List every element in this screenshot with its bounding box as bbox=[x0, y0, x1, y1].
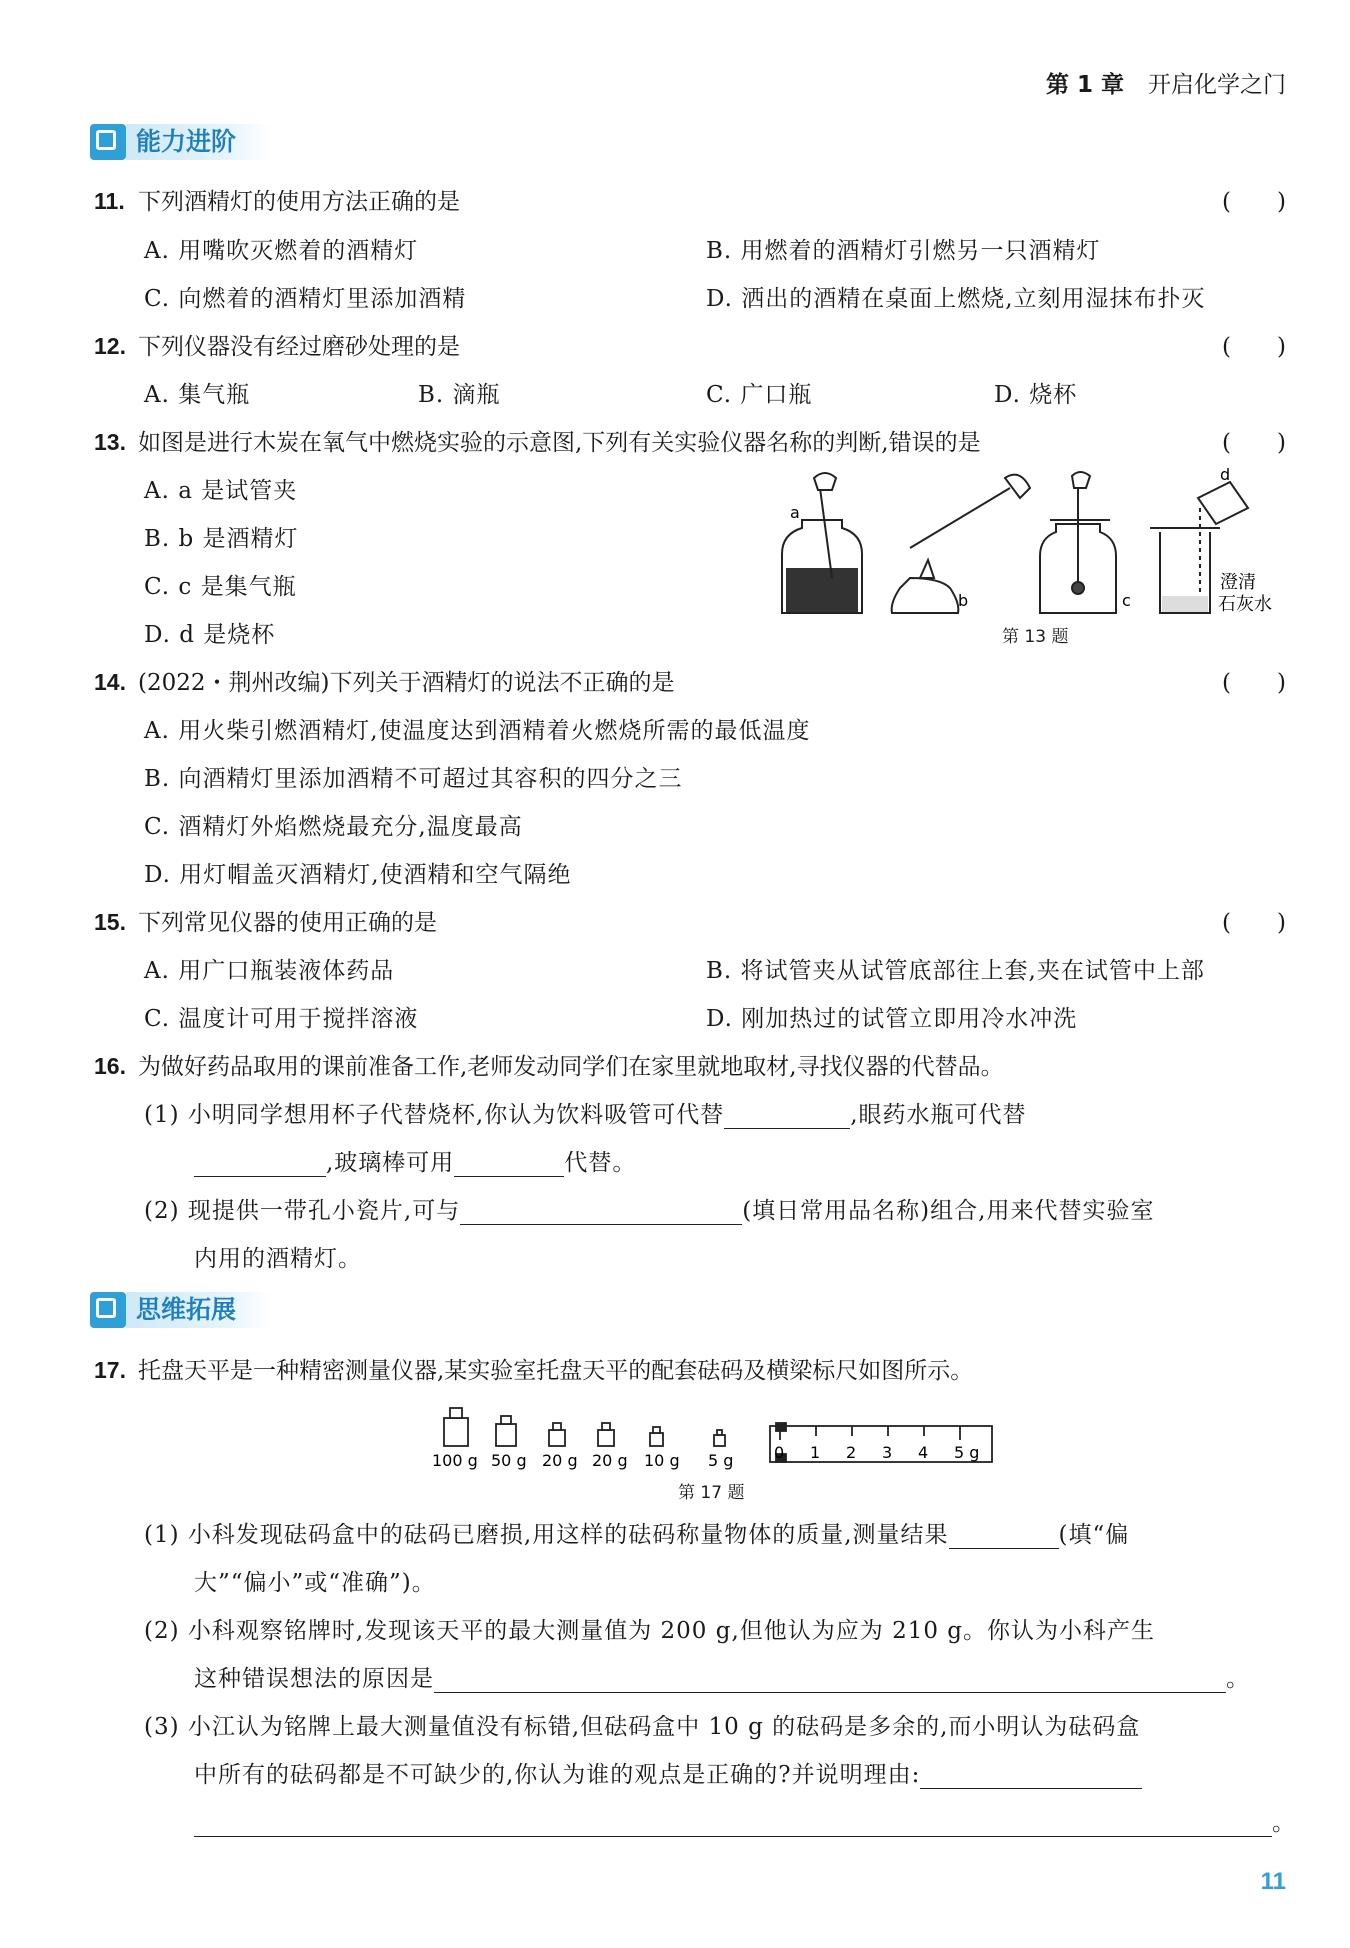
jar-with-charcoal bbox=[782, 473, 862, 613]
label-d: d bbox=[1220, 468, 1231, 484]
question-text: (2022・荆州改编)下列关于酒精灯的说法不正确的是 bbox=[138, 670, 675, 696]
option-d: D. 刚加热过的试管立即用冷水冲洗 bbox=[706, 1006, 1078, 1032]
option-b: B. 用燃着的酒精灯引燃另一只酒精灯 bbox=[706, 238, 1101, 264]
question-text: 为做好药品取用的课前准备工作,老师发动同学们在家里就地取材,寻找仪器的代替品。 bbox=[138, 1054, 1004, 1080]
q16-part-2-cont: 内用的酒精灯。 bbox=[194, 1246, 362, 1272]
text: 。 bbox=[1226, 1666, 1250, 1692]
question-number: 17. bbox=[94, 1357, 126, 1383]
page-number: 11 bbox=[1260, 1868, 1286, 1895]
figure-caption: 第 17 题 bbox=[678, 1483, 745, 1503]
question-number: 12. bbox=[94, 333, 126, 359]
question-number: 13. bbox=[94, 429, 126, 455]
limewater-label-1: 澄清 bbox=[1220, 572, 1256, 593]
option-b: B. 将试管夹从试管底部往上套,夹在试管中上部 bbox=[706, 958, 1205, 984]
text: ,眼药水瓶可代替 bbox=[850, 1102, 1027, 1128]
option-d: D. d 是烧杯 bbox=[144, 622, 276, 648]
weight-label: 50 g bbox=[491, 1451, 527, 1470]
text: 这种错误想法的原因是 bbox=[194, 1666, 434, 1692]
option-c: C. c 是集气瓶 bbox=[144, 574, 297, 600]
answer-blank[interactable] bbox=[194, 1152, 326, 1177]
text: 中所有的砝码都是不可缺少的,你认为谁的观点是正确的?并说明理由: bbox=[194, 1762, 921, 1788]
option-d: D. 烧杯 bbox=[994, 382, 1078, 408]
answer-bracket: ( ) bbox=[1222, 670, 1286, 696]
option-d: D. 洒出的酒精在桌面上燃烧,立刻用湿抹布扑灭 bbox=[706, 286, 1206, 312]
weight-set bbox=[444, 1408, 725, 1446]
chapter-number: 第 1 章 bbox=[1045, 72, 1124, 98]
q16-part-2 bbox=[144, 1192, 1154, 1225]
text: (填日常用品名称)组合,用来代替实验室 bbox=[742, 1198, 1155, 1224]
answer-bracket: ( ) bbox=[1222, 189, 1286, 215]
scale-tick-label: 1 bbox=[810, 1443, 821, 1462]
label-c: c bbox=[1122, 591, 1131, 610]
answer-blank[interactable] bbox=[724, 1104, 850, 1129]
weight-label: 20 g bbox=[592, 1451, 628, 1470]
answer-bracket: ( ) bbox=[1222, 334, 1286, 360]
text: 代替。 bbox=[564, 1150, 637, 1176]
pencil-icon bbox=[90, 124, 126, 160]
option-c: C. 向燃着的酒精灯里添加酒精 bbox=[144, 286, 467, 312]
option-a: A. 用火柴引燃酒精灯,使温度达到酒精着火燃烧所需的最低温度 bbox=[144, 718, 811, 744]
text: (填“偏 bbox=[1058, 1522, 1130, 1548]
question-12 bbox=[94, 328, 460, 361]
q17-part-3-cont bbox=[194, 1756, 1142, 1789]
option-c: C. 广口瓶 bbox=[706, 382, 813, 408]
q17-figure bbox=[426, 1404, 1006, 1470]
q17-part-3-line bbox=[194, 1804, 1296, 1837]
question-number: 16. bbox=[94, 1053, 126, 1079]
scale-tick-label: 2 bbox=[846, 1443, 857, 1462]
question-13 bbox=[94, 424, 981, 457]
text: (1) 小明同学想用杯子代替烧杯,你认为饮料吸管可代替 bbox=[144, 1102, 725, 1128]
question-text: 下列常见仪器的使用正确的是 bbox=[138, 910, 437, 936]
text: ,玻璃棒可用 bbox=[326, 1150, 455, 1176]
question-text: 如图是进行木炭在氧气中燃烧实验的示意图,下列有关实验仪器名称的判断,错误的是 bbox=[138, 430, 981, 456]
section-heading-thinking bbox=[90, 1292, 270, 1328]
weight-label: 100 g bbox=[432, 1451, 478, 1470]
q17-part-1 bbox=[144, 1516, 1129, 1549]
scale-tick-label: 5 g bbox=[954, 1443, 980, 1462]
answer-blank[interactable] bbox=[920, 1764, 1142, 1789]
option-c: C. 温度计可用于搅拌溶液 bbox=[144, 1006, 419, 1032]
weight-label: 10 g bbox=[644, 1451, 680, 1470]
weight-label: 20 g bbox=[542, 1451, 578, 1470]
option-b: B. 滴瓶 bbox=[418, 382, 501, 408]
weight-label: 5 g bbox=[708, 1451, 734, 1470]
answer-blank[interactable] bbox=[949, 1524, 1059, 1549]
option-b: B. 向酒精灯里添加酒精不可超过其容积的四分之三 bbox=[144, 766, 683, 792]
gas-jar-burning bbox=[1040, 472, 1116, 613]
question-17 bbox=[94, 1352, 973, 1385]
answer-bracket: ( ) bbox=[1222, 910, 1286, 936]
question-number: 11. bbox=[94, 188, 125, 214]
limewater-label-2: 石灰水 bbox=[1218, 594, 1272, 615]
text: (1) 小科发现砝码盒中的砝码已磨损,用这样的砝码称量物体的质量,测量结果 bbox=[144, 1522, 949, 1548]
question-number: 14. bbox=[94, 669, 126, 695]
scale-tick-label: 0 bbox=[774, 1443, 785, 1462]
question-text: 托盘天平是一种精密测量仪器,某实验室托盘天平的配套砝码及横梁标尺如图所示。 bbox=[138, 1358, 974, 1384]
expand-icon bbox=[90, 1292, 126, 1328]
answer-bracket: ( ) bbox=[1222, 430, 1286, 456]
option-a: A. 集气瓶 bbox=[144, 382, 251, 408]
scale-tick-label: 4 bbox=[918, 1443, 929, 1462]
option-a: A. 用嘴吹灭燃着的酒精灯 bbox=[144, 238, 419, 264]
label-b: b bbox=[958, 591, 969, 610]
option-d: D. 用灯帽盖灭酒精灯,使酒精和空气隔绝 bbox=[144, 862, 572, 888]
chapter-title: 开启化学之门 bbox=[1148, 72, 1286, 98]
section-title: 能力进阶 bbox=[126, 124, 270, 160]
question-16 bbox=[94, 1048, 1004, 1081]
question-15 bbox=[94, 904, 437, 937]
answer-blank[interactable] bbox=[454, 1152, 564, 1177]
answer-blank[interactable] bbox=[194, 1812, 1272, 1837]
question-14 bbox=[94, 664, 674, 697]
answer-blank[interactable] bbox=[434, 1668, 1226, 1693]
question-11 bbox=[94, 183, 460, 216]
option-c: C. 酒精灯外焰燃烧最充分,温度最高 bbox=[144, 814, 523, 840]
question-text: 下列酒精灯的使用方法正确的是 bbox=[138, 189, 460, 215]
option-a: A. a 是试管夹 bbox=[144, 478, 298, 504]
text: 。 bbox=[1272, 1810, 1296, 1836]
figure-caption: 第 13 题 bbox=[1002, 627, 1069, 647]
option-a: A. 用广口瓶装液体药品 bbox=[144, 958, 395, 984]
page-header bbox=[1046, 66, 1286, 99]
scale-tick-label: 3 bbox=[882, 1443, 893, 1462]
text: (2) 现提供一带孔小瓷片,可与 bbox=[144, 1198, 461, 1224]
q17-part-3: (3) 小江认为铭牌上最大测量值没有标错,但砝码盒中 10 g 的砝码是多余的,而小明认为砝码盒 bbox=[144, 1714, 1141, 1740]
q16-part-1 bbox=[144, 1096, 1027, 1129]
q17-part-2: (2) 小科观察铭牌时,发现该天平的最大测量值为 200 g,但他认为应为 210 g。你认为小科产生 bbox=[144, 1618, 1156, 1644]
section-heading-ability bbox=[90, 124, 270, 160]
q17-part-1-cont: 大”“偏小”或“准确”)。 bbox=[194, 1570, 436, 1596]
section-title: 思维拓展 bbox=[126, 1292, 270, 1328]
q17-part-2-cont bbox=[194, 1660, 1250, 1693]
question-number: 15. bbox=[94, 909, 126, 935]
option-b: B. b 是酒精灯 bbox=[144, 526, 299, 552]
answer-blank[interactable] bbox=[460, 1200, 742, 1225]
q16-part-1-cont bbox=[194, 1144, 636, 1177]
label-a: a bbox=[790, 503, 800, 522]
question-text: 下列仪器没有经过磨砂处理的是 bbox=[138, 334, 460, 360]
